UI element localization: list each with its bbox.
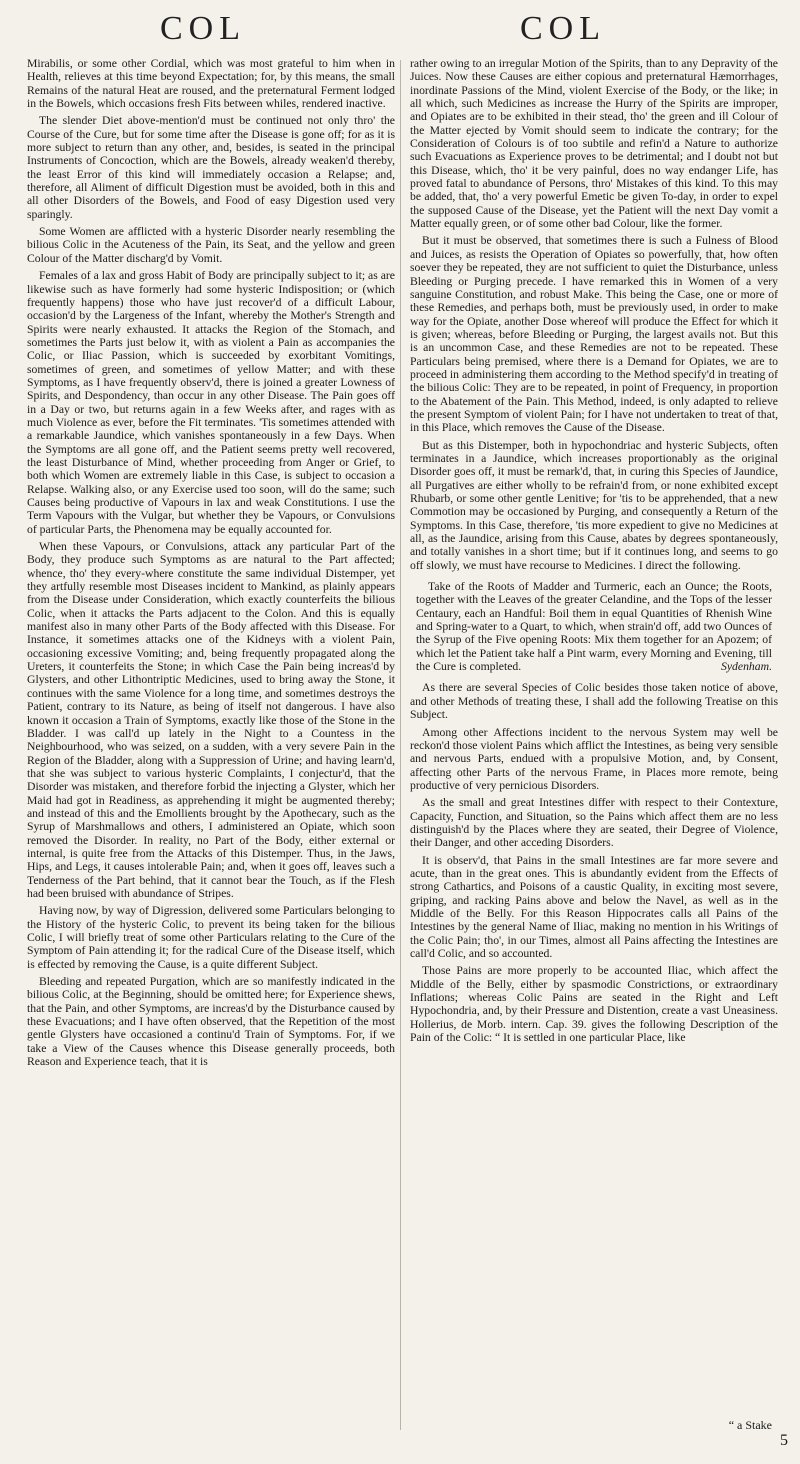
catchword: “ a Stake (728, 1418, 772, 1432)
paragraph: As the small and great Intestines differ with respect to their Contexture, Capacity, Function, and Situation, so the Pains which affect them are no less distinguish'd by the Places where they are seated, their Degree of Violence, their Danger, and other acceding Disorders. (410, 796, 778, 850)
paragraph: Those Pains are more properly to be accounted Iliac, which affect the Middle of the Belly, either by spasmodic Constrictions, or extraordinary Inflations; whereas Colic Pains are seated in the Right and Left Hypochondria, and, by their Pressure and Distention, create a vast Uneasiness. Hollerius, de Morb. intern. Cap. 39. gives the following Description of the Pain of the Colic: “ It is settled in one particular Place, like (410, 964, 778, 1045)
paragraph: Some Women are afflicted with a hysteric Disorder nearly resembling the bilious Colic in the Acuteness of the Pain, its Seat, and the yellow and green Colour of the Matter discharg'd by Vomit. (27, 225, 395, 265)
paragraph: As there are several Species of Colic besides those taken notice of above, and other Methods of treating these, I shall add the following Treatise on this Subject. (410, 681, 778, 722)
left-column (27, 57, 395, 1437)
paragraph: Having now, by way of Digression, delivered some Particulars belonging to the History of the hysteric Colic, to prevent its being taken for the bilious Colic, I will briefly treat of some other Particulars relating to the Cure of the Symptom of Pain attending it; for the radical Cure of the Disease itself, which is effected by removing the Cause, is a quite different Subject. (27, 904, 395, 971)
running-head-left: COL (160, 10, 246, 47)
paragraph: rather owing to an irregular Motion of the Spirits, than to any Depravity of the Juices. Now these Causes are either copious and preternatural Hæmorrhages, inordinate Passions of the Mind, violent Exercise of the Body, or the like; in all which, such Medicines as increase the Hurry of the Spirits are improper, and Opiates are to be exhibited in their stead, tho' the green and ill Colour of the Matter ejected by Vomit should seem to indicate the contrary; for the Consideration of Colours is of too subtile and refin'd a Nature to authorize such Evacuations as Experience proves to be detrimental; and I doubt not but this Disease, which, tho' it be very painful, does no way endanger Life, has proved fatal to abundance of Persons, thro' Mistakes of this kind. To this may be added, that, tho' a very powerful Emetic be given To-day, in order to expel the supposed Cause of the Disease, yet the Patient will the next Day vomit a Matter equally green, or of some other bad Colour, like the former. (410, 57, 778, 231)
running-head-right: COL (520, 10, 606, 47)
recipe-block (416, 580, 772, 673)
paragraph: Among other Affections incident to the nervous System may well be reckon'd those violent Pains which afflict the Intestines, as being very sensible and nervous Parts, endued with a propulsive Motion, and, by Consent, affecting other Parts of the nervous Frame, in Places more remote, being productive of very pernicious Disorders. (410, 725, 778, 792)
paragraph: Females of a lax and gross Habit of Body are principally subject to it; as are likewise such as have formerly had some hysteric Indisposition; or (which frequently happens) those who have just recover'd of a difficult Labour, occasion'd by the Largeness of the Infant, whereby the Mother's Strength and Spirits were nearly exhausted. It attacks the Region of the Stomach, and sometimes the Parts just below it, with as violent a Pain as accompanies the Colic, or Iliac Passion, which is succeeded by exorbitant Vomitings, sometimes of green, and sometimes of yellow Matter; and with these Symptoms, as I have frequently observ'd, there is joined a greater Lowness of Spirits, and Despondency, than occur in any other Disease. The Pain goes off in a Day or two, but returns again in a few Weeks after, and rages with as much Violence as ever, before the Fit terminates. 'Tis sometimes attended with a remarkable Jaundice, which vanishes spontaneously in a few Days. When the Symptoms are all gone off, and the Patient seems pretty well recovered, the least Disturbance of Mind, whether proceeding from Anger or Grief, to both which Women are extremely liable in this Case, is subject to occasion a Relapse. Walking also, or any Exercise used too soon, will do the same; such Causes being productive of Vapours in lax and weak Constitutions. I use the Term Vapours with the Vulgar, but whether they be Vapours, or Convulsions of particular Parts, the Phenomena may be equally accounted for. (27, 269, 395, 536)
paragraph: It is observ'd, that Pains in the small Intestines are far more severe and acute, than in the great ones. This is abundantly evident from the Effects of strong Cathartics, and Poisons of a caustic Quality, in exciting most severe, griping, and racking Pains above and below the Navel, as well as in the Middle of the Belly. For this Reason Hippocrates calls all Pains of the Intestines by the general Name of Iliac, making no mention in his Writings of the Colic Pain; tho', in our Times, almost all Pains affecting the Intestines are call'd Colic, and so accounted. (410, 853, 778, 960)
paragraph: Bleeding and repeated Purgation, which are so manifestly indicated in the bilious Colic, at the Beginning, should be omitted here; for Experience shews, that the Pain, and other Symptoms, are increas'd by the Disturbance caused by these Evacuations; and I have often observed, that the Repetition of the most gentle Glysters have occasioned a continu'd Train of Symptoms. For, if we take a View of the Causes whence this Disease generally proceeds, both Reason and Experience teach, that it is (27, 975, 395, 1069)
paragraph: Mirabilis, or some other Cordial, which was most grateful to him when in Health, relieves at this time beyond Expectation; for, by this means, the small Remains of the natural Heat are roused, and the preternatural Ferment lodged in the Bowels, which occasions fresh Fits between whiles, rendered inactive. (27, 57, 395, 111)
recipe-text (416, 580, 772, 673)
recipe-signature: Sydenham. (721, 660, 772, 674)
recipe-body: Take of the Roots of Madder and Turmeric, each an Ounce; the Roots, together with the Leaves of the greater Celandine, and the Tops of the lesser Centaury, each an Handful: Boil them in equal Quantities of Rhenish Wine and Spring-water to a Quart, to which, when strain'd off, add two Ounces of the Syrup of the Five opening Roots: Mix them together for an Apozem; of which let the Patient take half a Pint warm, every Morning and Evening, till the Cure is completed. (416, 580, 772, 674)
page-number: 5 (780, 1432, 788, 1449)
paragraph: When these Vapours, or Convulsions, attack any particular Part of the Body, they produce such Symptoms as are natural to the Part affected; whence, tho' they every-where constitute the same individual Distemper, yet they artfully resemble most Diseases incident to Mankind, as plainly appears from the Disease under Consideration, which exactly counterfeits the bilious Colic, when it attacks the Parts adjacent to the Colon. And this is equally manifest also in many other Parts of the Body affected with this Disease. For Instance, it sometimes attacks one of the Kidneys with a violent Pain, occasioning excessive Vomiting; and, being frequently propagated along the Ureters, it counterfeits the Stone; in which Case the Pain being increas'd by Glysters, and other Lithontriptic Medicines, used to bring away the Stone, it continues with the same Violence for a long time, and sometimes destroys the Patient, contrary to its Nature, as being of itself not dangerous. I have also known it occasion a Train of Symptoms, exactly like those of the Stone in the Bladder. I was call'd up lately in the Night to a Countess in the Neighbourhood, who was seized, on a sudden, with a very severe Pain in the Region of the Bladder, along with a Suppression of Urine; and having learn'd, that she was subject to various hysteric Complaints, I conjectur'd, that the Disorder was mistaken, and therefore forbid the injecting a Glyster, which her Maid had got in Readiness, as apprehending it might be augmented thereby; and instead of this and the Emollients brought by the Apothecary, such as the Syrup of Marshmallows and others, I administered an Opiate, which soon removed the Disorder. In reality, no Part of the Body, either external or internal, is quite free from the Attacks of this Distemper. Thus, in the Jaws, Hips, and Legs, it causes intolerable Pain; and, when it goes off, leaves such a Tenderness of the Part behind, that it cannot bear the Touch, as if the Flesh had been bruised with abundance of Stripes. (27, 540, 395, 900)
column-divider (400, 60, 401, 1430)
right-column (410, 57, 778, 1437)
paragraph: But it must be observed, that sometimes there is such a Fulness of Blood and Juices, as resists the Operation of Opiates so powerfully, that, how often soever they be repeated, they are not sufficient to quiet the Disturbance, unless Bleeding or Purging precede. I have remarked this in Women of a very sanguine Constitution, and robust Make. This being the Case, one or more of these Remedies, and perhaps both, must be previously used, in order to make way for the Opiate, another Dose whereof will produce the Effect for which it is given; whereas, before Bleeding or Purging, the largest avails not. But this is an uncommon Case, and these Remedies are not to be repeated. These Particulars being premised, where there is a Demand for Opiates, we are to proceed in administering them according to the Method specify'd in treating of the bilious Colic: They are to be repeated, in point of Frequency, in proportion to the Abatement of the Pain. This Method, indeed, is only adapted to relieve the present Symptom of violent Pain; for I have not undertaken to treat of that, in this Place, which removes the Cause of the Disease. (410, 234, 778, 435)
paragraph: The slender Diet above-mention'd must be continued not only thro' the Course of the Cure, but for some time after the Disease is gone off; for as it is more subject to return than any other, and, besides, is seated in the principal Instruments of Concoction, which are the Bowels, already weaken'd thereby, the least Error of this kind will immediately occasion a Relapse; and, therefore, all Aliment of difficult Digestion must be avoided, both in this and all other Disorders of the Bowels, and Food of easy Digestion used very sparingly. (27, 114, 395, 221)
paragraph: But as this Distemper, both in hypochondriac and hysteric Subjects, often terminates in a Jaundice, which increases proportionably as the original Disorder goes off, it must be remark'd, that, in curing this Species of Jaundice, all Purgatives are either wholly to be refrain'd from, or none exhibited except Rhubarb, or some other gentle Lenitive; for 'tis to be apprehended, that a new Commotion may be occasioned by Purging, and consequently a Return of the Symptoms. In this Case, therefore, 'tis more expedient to give no Medicines at all, as the Jaundice, arising from this Cause, abates by degrees spontaneously, and totally vanishes in a short time; but if it continues long, and seems to go off slowly, we must have recourse to Medicines. I direct the following. (410, 438, 778, 572)
